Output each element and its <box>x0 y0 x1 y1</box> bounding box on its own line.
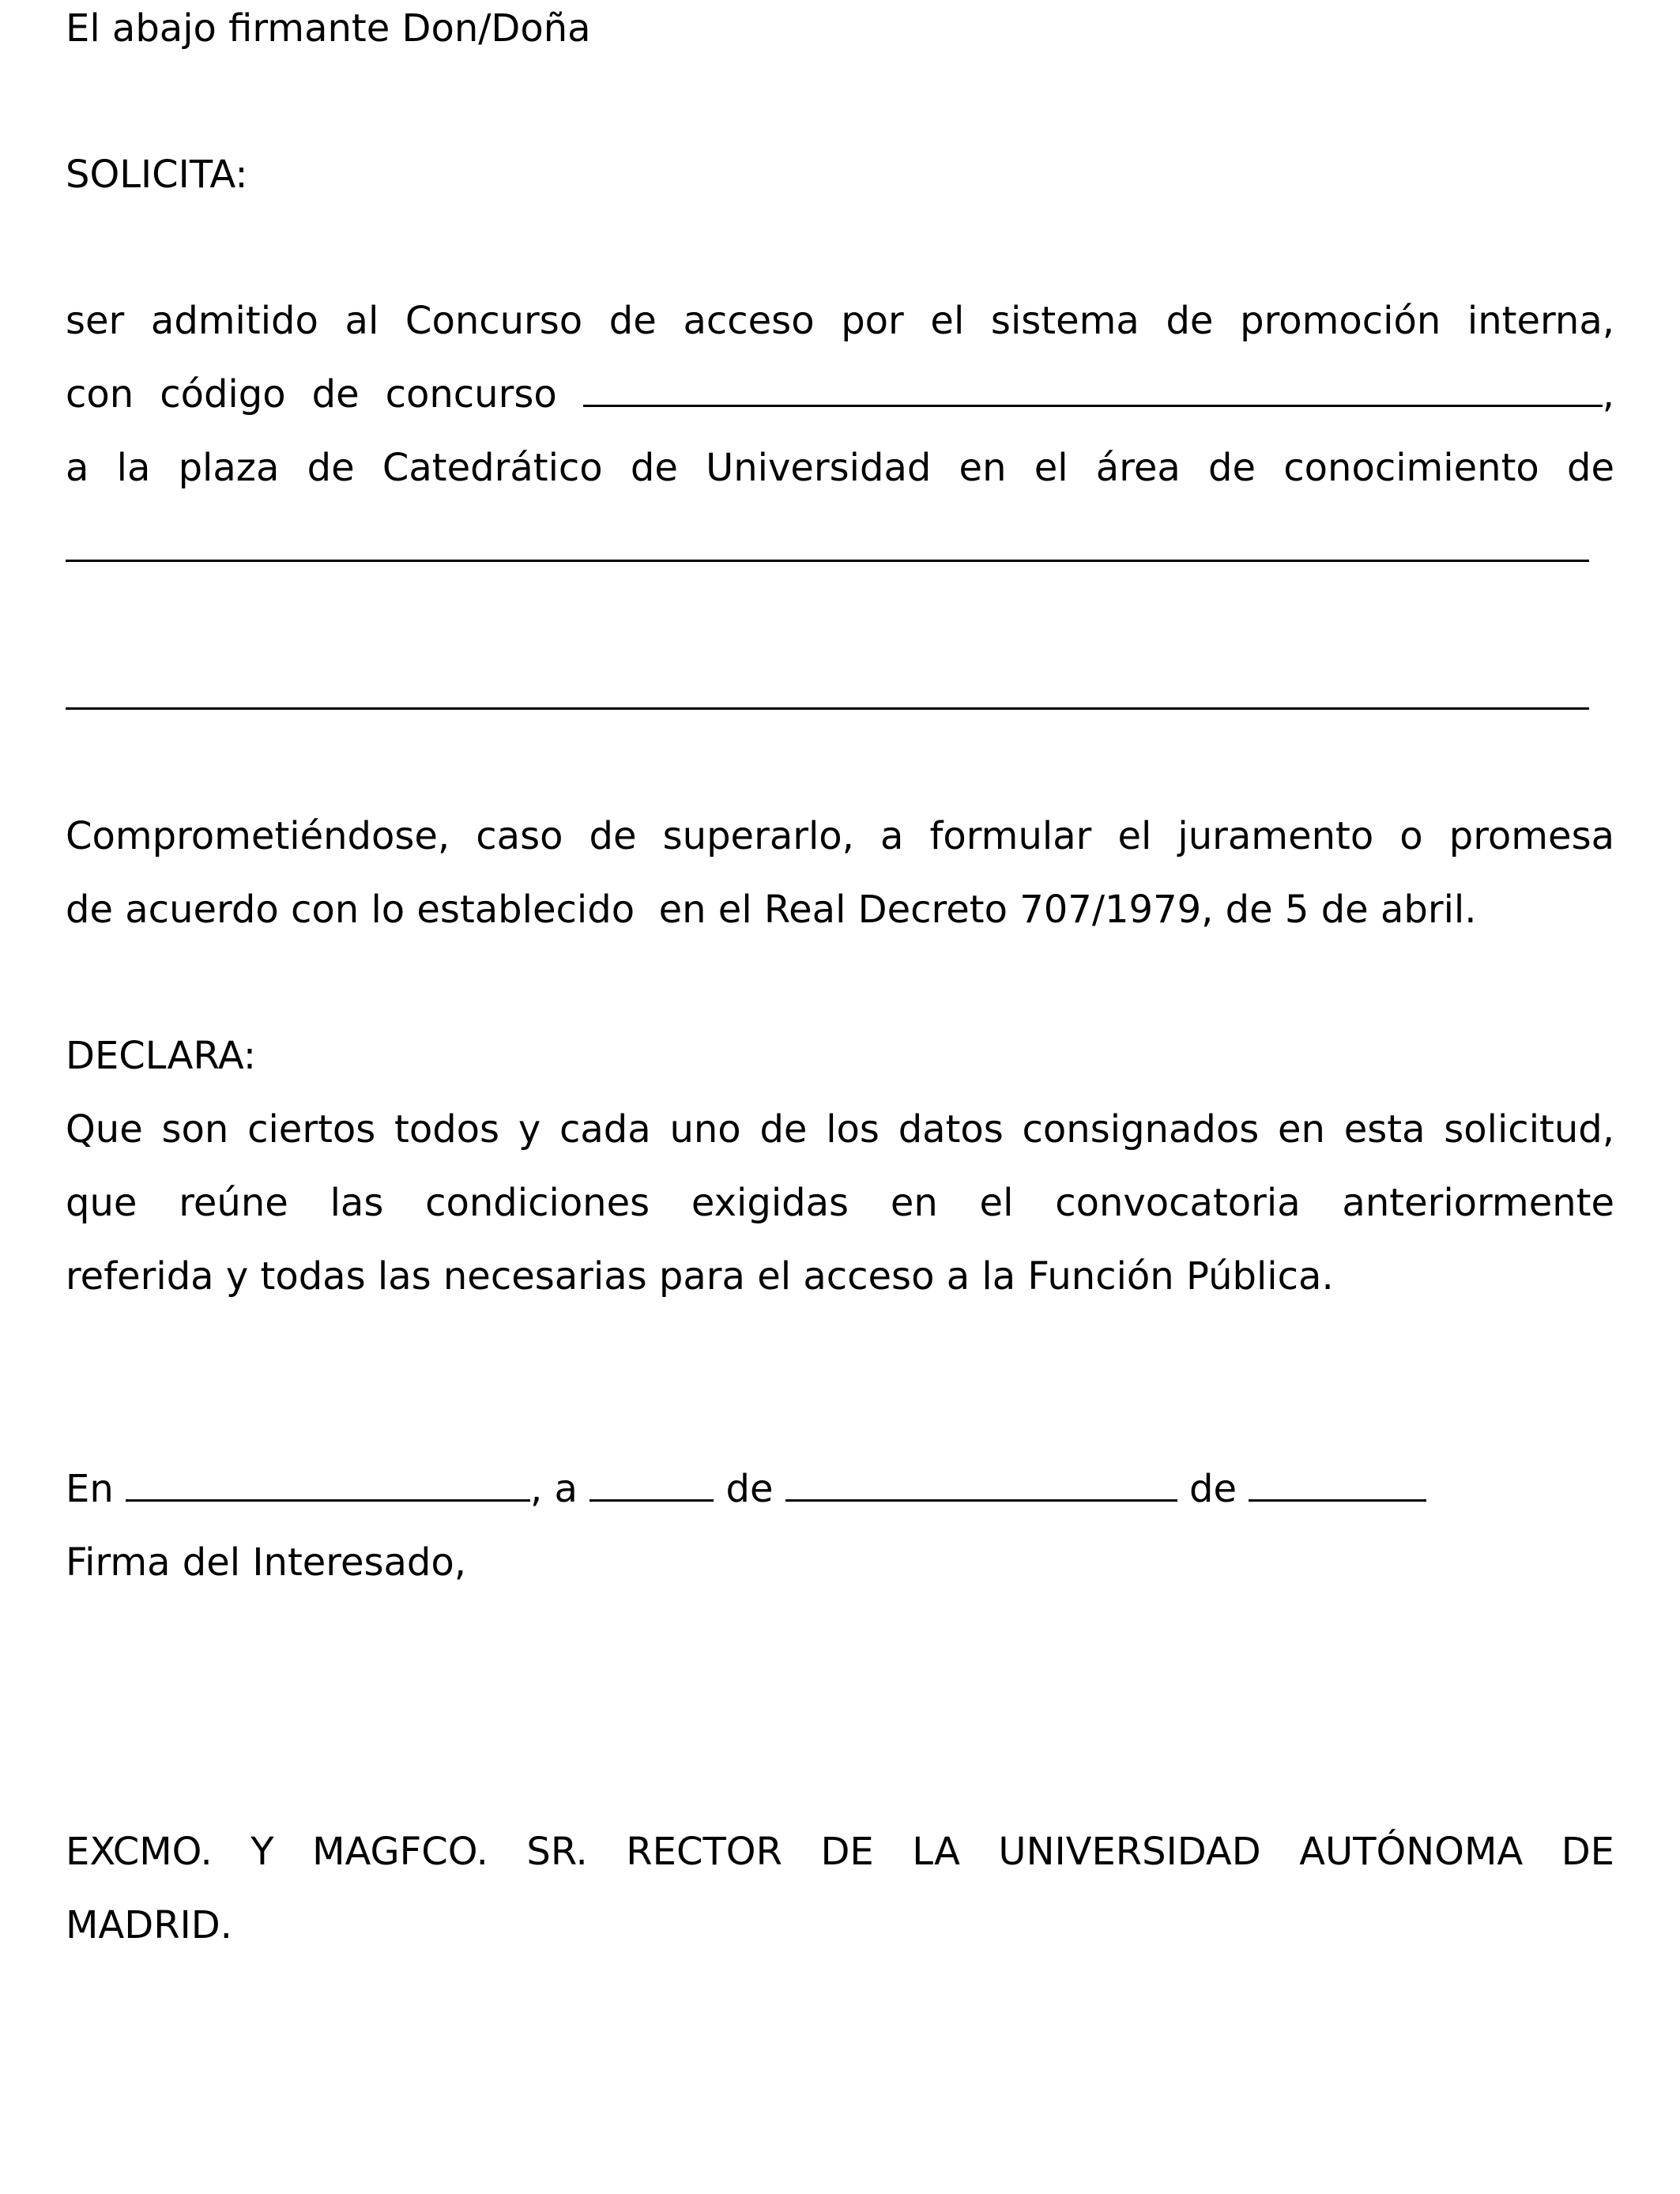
contest-code-label: con código de concurso <box>66 372 557 417</box>
declara-line-2: que reúne las condiciones exigidas en el convocatoria anteriormente <box>66 1181 1614 1225</box>
month-blank[interactable] <box>785 1465 1177 1502</box>
date-en-label: En <box>66 1467 114 1511</box>
opening-line: El abajo firmante Don/Doña <box>66 6 591 51</box>
addressee-line-2: MADRID. <box>66 1903 232 1947</box>
solicita-line-3: a la plaza de Catedrático de Universidad en el área de conocimiento de <box>66 446 1614 490</box>
solicita-heading: SOLICITA: <box>66 153 248 197</box>
declara-line-3: referida y todas las necesarias para el acceso a la Función Pública. <box>66 1254 1334 1299</box>
solicita-line-2 <box>66 358 1614 432</box>
place-blank[interactable] <box>126 1465 530 1502</box>
contest-code-blank[interactable] <box>583 370 1603 407</box>
knowledge-area-blank-2[interactable] <box>66 707 1589 710</box>
contest-code-comma: , <box>1602 372 1614 417</box>
addressee-line-1: EXCMO. Y MAGFCO. SR. RECTOR DE LA UNIVERSIDAD AUTÓNOMA DE <box>66 1830 1614 1874</box>
day-blank[interactable] <box>590 1465 714 1502</box>
year-blank[interactable] <box>1249 1465 1426 1502</box>
commitment-line-2: de acuerdo con lo establecido en el Real Decreto 707/1979, de 5 de abril. <box>66 888 1477 932</box>
signature-label: Firma del Interesado, <box>66 1540 467 1585</box>
solicita-line-1: ser admitido al Concurso de acceso por el sistema de promoción interna, <box>66 299 1614 343</box>
commitment-line-1: Comprometiéndose, caso de superarlo, a formular el juramento o promesa <box>66 814 1614 858</box>
date-a-label: , a <box>530 1467 578 1511</box>
knowledge-area-blank-1[interactable] <box>66 560 1589 562</box>
declara-heading: DECLARA: <box>66 1034 257 1078</box>
date-de-label-1: de <box>725 1467 774 1511</box>
date-line <box>66 1453 1426 1526</box>
declara-line-1: Que son ciertos todos y cada uno de los datos consignados en esta solicitud, <box>66 1107 1614 1152</box>
date-de-label-2: de <box>1189 1467 1237 1511</box>
